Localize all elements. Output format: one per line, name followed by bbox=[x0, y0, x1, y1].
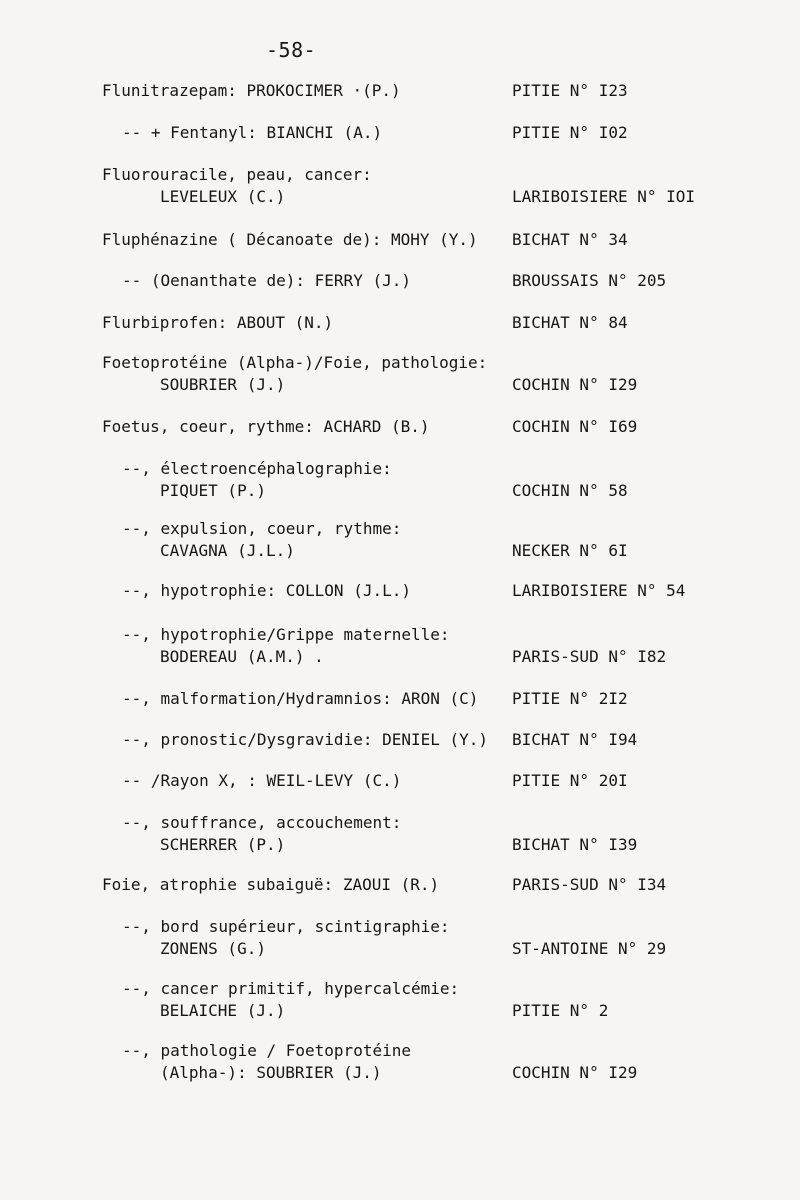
entry-sub: CAVAGNA (J.L.) bbox=[160, 541, 295, 560]
index-entry bbox=[102, 164, 722, 208]
entry-main: --, souffrance, accouchement: bbox=[122, 813, 402, 832]
entry-reference: PARIS-SUD N° I82 bbox=[512, 647, 667, 666]
entry-main: Foetus, coeur, rythme: ACHARD (B.) bbox=[102, 417, 430, 436]
page-number: -58- bbox=[266, 38, 317, 62]
index-entry bbox=[122, 580, 702, 602]
entry-sub: LEVELEUX (C.) bbox=[160, 187, 286, 206]
entry-reference: COCHIN N° I29 bbox=[512, 1063, 638, 1082]
entry-reference: LARIBOISIERE N° IOI bbox=[512, 187, 696, 206]
entry-main: Flurbiprofen: ABOUT (N.) bbox=[102, 313, 334, 332]
entry-reference: BICHAT N° 84 bbox=[512, 313, 628, 332]
entry-reference: ST-ANTOINE N° 29 bbox=[512, 939, 667, 958]
index-entry bbox=[122, 518, 702, 562]
index-entry bbox=[102, 80, 702, 102]
entry-main: Fluphénazine ( Décanoate de): MOHY (Y.) bbox=[102, 230, 478, 249]
entry-reference: NECKER N° 6I bbox=[512, 541, 628, 560]
index-entry bbox=[122, 458, 702, 502]
entry-reference: BICHAT N° I94 bbox=[512, 730, 638, 749]
entry-main: --, hypotrophie: COLLON (J.L.) bbox=[122, 581, 411, 600]
entry-reference: PITIE N° I23 bbox=[512, 81, 628, 100]
entry-sub: SOUBRIER (J.) bbox=[160, 375, 286, 394]
index-entry bbox=[122, 916, 702, 960]
entry-reference: COCHIN N° I29 bbox=[512, 375, 638, 394]
entry-sub: BELAICHE (J.) bbox=[160, 1001, 286, 1020]
index-entry bbox=[122, 624, 702, 668]
entry-main: --, pathologie / Foetoprotéine bbox=[122, 1041, 411, 1060]
entry-reference: PITIE N° 2 bbox=[512, 1001, 609, 1020]
index-entry bbox=[122, 978, 702, 1022]
entry-reference: COCHIN N° I69 bbox=[512, 417, 638, 436]
entry-reference: PARIS-SUD N° I34 bbox=[512, 875, 667, 894]
entry-reference: LARIBOISIERE N° 54 bbox=[512, 581, 686, 600]
entry-sub: SCHERRER (P.) bbox=[160, 835, 286, 854]
entry-sub: ZONENS (G.) bbox=[160, 939, 266, 958]
index-entry bbox=[102, 312, 702, 334]
entry-main: --, électroencéphalographie: bbox=[122, 459, 392, 478]
entry-reference: COCHIN N° 58 bbox=[512, 481, 628, 500]
entry-sub: BODEREAU (A.M.) . bbox=[160, 647, 324, 666]
entry-sub: PIQUET (P.) bbox=[160, 481, 266, 500]
entry-main: -- + Fentanyl: BIANCHI (A.) bbox=[122, 123, 383, 142]
index-entry bbox=[122, 270, 702, 292]
entry-main: --, cancer primitif, hypercalcémie: bbox=[122, 979, 460, 998]
entry-sub: (Alpha-): SOUBRIER (J.) bbox=[160, 1063, 382, 1082]
entry-reference: BROUSSAIS N° 205 bbox=[512, 271, 667, 290]
entry-reference: PITIE N° 20I bbox=[512, 771, 628, 790]
entry-main: --, pronostic/Dysgravidie: DENIEL (Y.) bbox=[122, 730, 489, 749]
index-entry bbox=[102, 874, 702, 896]
index-entry bbox=[122, 729, 702, 751]
entry-main: Flunitrazepam: PROKOCIMER ·(P.) bbox=[102, 81, 401, 100]
entry-main: --, expulsion, coeur, rythme: bbox=[122, 519, 402, 538]
index-entry bbox=[122, 122, 702, 144]
index-entry bbox=[102, 416, 702, 438]
entry-main: Foie, atrophie subaiguë: ZAOUI (R.) bbox=[102, 875, 440, 894]
entry-main: -- /Rayon X, : WEIL-LEVY (C.) bbox=[122, 771, 402, 790]
index-entry bbox=[122, 812, 702, 856]
entry-reference: BICHAT N° I39 bbox=[512, 835, 638, 854]
index-entry bbox=[122, 770, 702, 792]
index-entry bbox=[122, 1040, 702, 1084]
entry-main: Foetoprotéine (Alpha-)/Foie, pathologie: bbox=[102, 353, 488, 372]
entry-reference: PITIE N° 2I2 bbox=[512, 689, 628, 708]
entry-reference: BICHAT N° 34 bbox=[512, 230, 628, 249]
entry-main: Fluorouracile, peau, cancer: bbox=[102, 165, 372, 184]
entry-main: --, malformation/Hydramnios: ARON (C) bbox=[122, 689, 479, 708]
index-entry bbox=[122, 688, 702, 710]
entry-main: --, hypotrophie/Grippe maternelle: bbox=[122, 625, 450, 644]
index-entry bbox=[102, 229, 702, 251]
entry-main: --, bord supérieur, scintigraphie: bbox=[122, 917, 450, 936]
entry-reference: PITIE N° I02 bbox=[512, 123, 628, 142]
index-entry bbox=[102, 352, 702, 396]
entry-main: -- (Oenanthate de): FERRY (J.) bbox=[122, 271, 411, 290]
